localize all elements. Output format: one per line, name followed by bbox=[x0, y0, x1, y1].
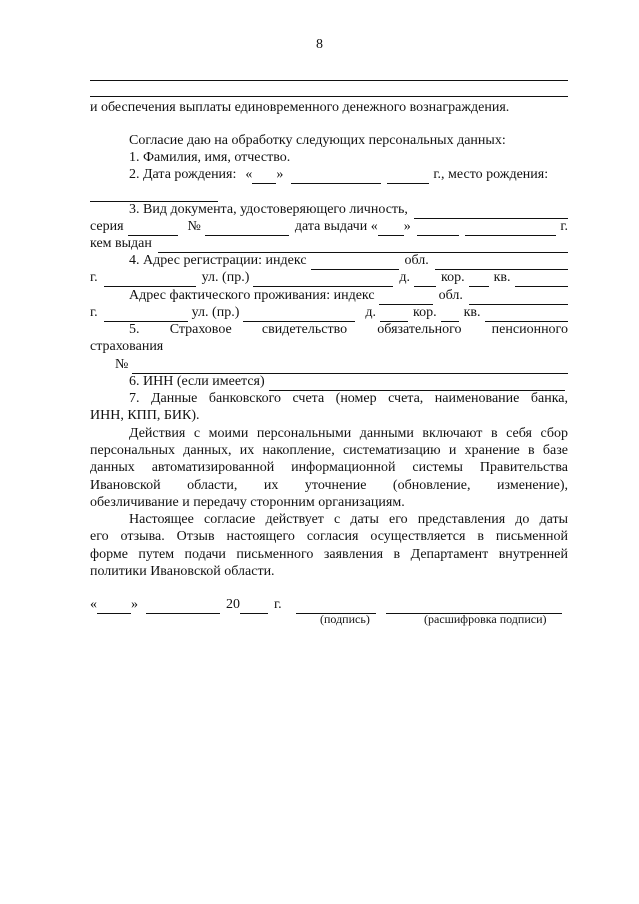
actions-line-4: Ивановской области, их уточнение (обновление, изменение), bbox=[90, 478, 568, 493]
top-rule-1 bbox=[90, 80, 568, 81]
inn-field[interactable] bbox=[269, 376, 565, 391]
birth-place-field[interactable] bbox=[90, 187, 218, 202]
actions-line-3: данных автоматизированной информационной системы Правительства bbox=[90, 460, 568, 475]
signature-decoding-caption: (расшифровка подписи) bbox=[424, 612, 547, 626]
bank-account-line-2: ИНН, КПП, БИК). bbox=[90, 408, 200, 423]
validity-line-3: форме путем подачи письменного заявления в Департамент внутренней bbox=[90, 547, 568, 562]
reg-flat-field[interactable] bbox=[515, 272, 569, 287]
birth-place-line bbox=[90, 184, 568, 202]
validity-line-4: политики Ивановской области. bbox=[90, 564, 275, 579]
id-issuer-line: кем выдан bbox=[90, 235, 568, 253]
reg-house-field[interactable] bbox=[414, 272, 436, 287]
item-actual-address: Адрес фактического проживания: индекс обл. bbox=[129, 287, 568, 305]
actual-building-field[interactable] bbox=[441, 307, 459, 322]
actions-line-5: обезличивание и передачу сторонним организациям. bbox=[90, 495, 405, 510]
id-number-field[interactable] bbox=[205, 221, 289, 236]
signature-line: « » 20 г. bbox=[90, 596, 562, 614]
consent-heading: Согласие даю на обработку следующих персональных данных: bbox=[129, 133, 506, 148]
sign-year-field[interactable] bbox=[240, 599, 268, 614]
item-id-document: 3. Вид документа, удостоверяющего личность, bbox=[129, 201, 568, 219]
item-pension-certificate: 5. Страховое свидетельство обязательного пенсионного bbox=[129, 322, 568, 337]
birth-month-field[interactable] bbox=[291, 169, 381, 184]
reg-index-field[interactable] bbox=[311, 255, 399, 270]
actions-line-2: персональных данных, их накопление, систематизацию и хранение в базе bbox=[90, 443, 568, 458]
reg-city-field[interactable] bbox=[104, 272, 196, 287]
reg-street-line: г. ул. (пр.) д. кор. кв. bbox=[90, 269, 568, 287]
pension-line-2: страхования bbox=[90, 339, 164, 354]
reg-building-field[interactable] bbox=[469, 272, 489, 287]
id-series-line: серия № дата выдачи « » г. bbox=[90, 219, 568, 234]
id-issuer-field[interactable] bbox=[158, 238, 568, 253]
actual-region-field[interactable] bbox=[469, 290, 568, 305]
birth-year-field[interactable] bbox=[387, 169, 429, 184]
actual-street-field[interactable] bbox=[243, 307, 355, 322]
sign-day-field[interactable] bbox=[97, 599, 131, 614]
id-issue-month-field[interactable] bbox=[417, 221, 459, 236]
birth-day-field[interactable] bbox=[252, 169, 276, 184]
pension-number-line: № bbox=[115, 356, 568, 374]
item-inn: 6. ИНН (если имеется) bbox=[129, 373, 565, 391]
reg-street-field[interactable] bbox=[253, 272, 393, 287]
pension-number-field[interactable] bbox=[132, 359, 568, 374]
id-issue-year-field[interactable] bbox=[465, 221, 557, 236]
validity-line-1: Настоящее согласие действует с даты его представления до даты bbox=[129, 512, 568, 527]
item-registration-address: 4. Адрес регистрации: индекс обл. bbox=[129, 252, 568, 270]
item-bank-account: 7. Данные банковского счета (номер счета, наименование банка, bbox=[129, 391, 568, 406]
actual-street-line: г. ул. (пр.) д. кор. кв. bbox=[90, 304, 568, 322]
id-issue-day-field[interactable] bbox=[378, 221, 404, 236]
item-birth-date: 2. Дата рождения: « » г., место рождения: bbox=[129, 167, 549, 182]
sign-month-field[interactable] bbox=[146, 599, 220, 614]
intro-line: и обеспечения выплаты единовременного денежного вознаграждения. bbox=[90, 100, 510, 115]
top-rule-2 bbox=[90, 96, 568, 97]
validity-line-2: его отзыва. Отзыв настоящего согласия осуществляется в письменной bbox=[90, 529, 568, 544]
actions-line-1: Действия с моими персональными данными включают в себя сбор bbox=[129, 426, 568, 441]
page-number: 8 bbox=[316, 37, 323, 52]
actual-city-field[interactable] bbox=[104, 307, 188, 322]
signature-caption: (подпись) bbox=[320, 612, 370, 626]
reg-region-field[interactable] bbox=[435, 255, 568, 270]
item-full-name: 1. Фамилия, имя, отчество. bbox=[129, 150, 291, 165]
id-document-type-field[interactable] bbox=[414, 204, 568, 219]
id-series-field[interactable] bbox=[128, 221, 178, 236]
actual-index-field[interactable] bbox=[379, 290, 433, 305]
actual-house-field[interactable] bbox=[380, 307, 408, 322]
actual-flat-field[interactable] bbox=[485, 307, 569, 322]
